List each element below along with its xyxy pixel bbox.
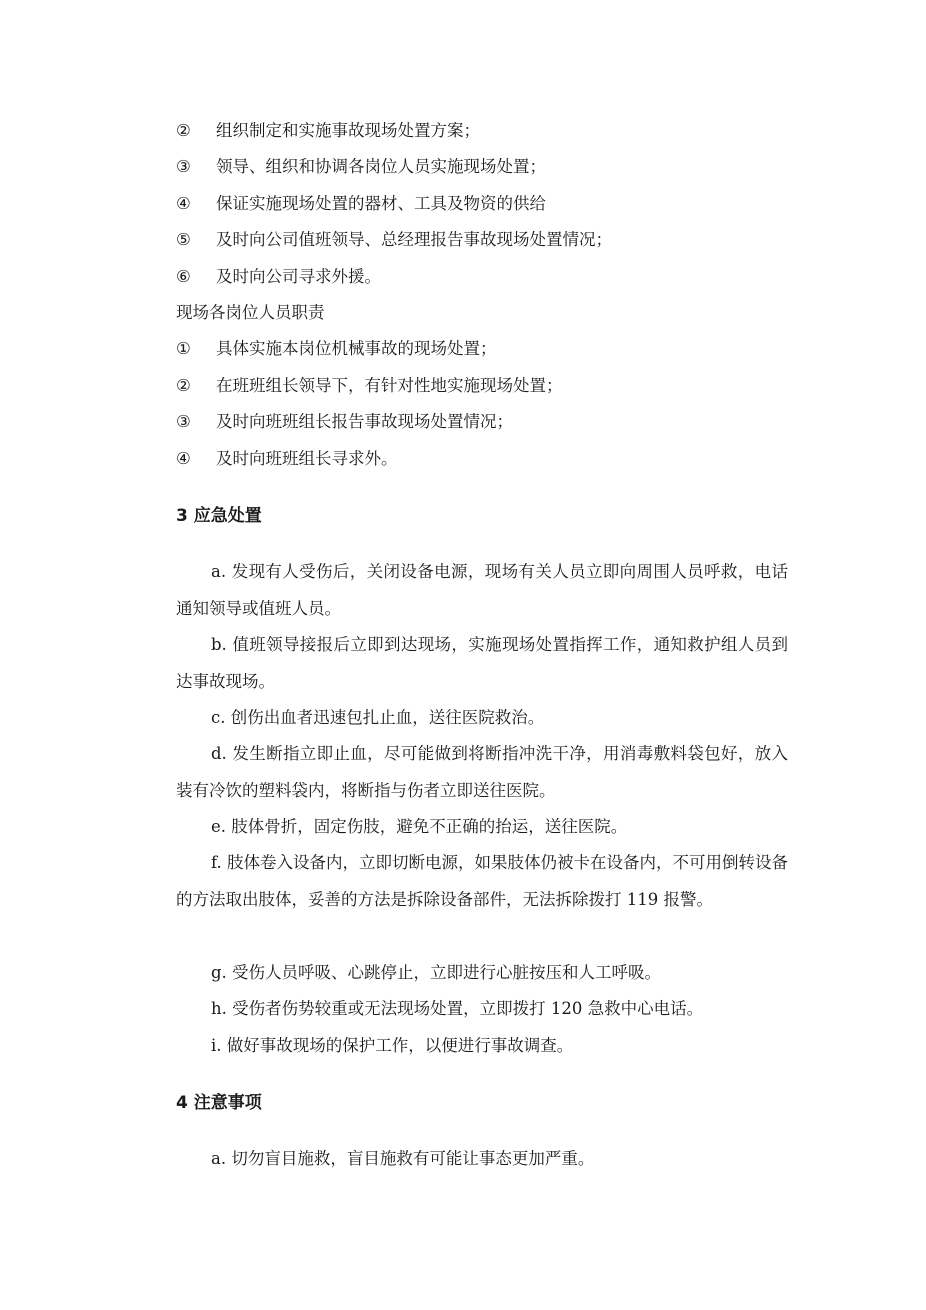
list-item bbox=[176, 412, 513, 432]
list-item bbox=[176, 121, 480, 141]
list-text: 及时向公司值班领导、总经理报告事故现场处置情况； bbox=[216, 230, 612, 249]
list-text: 及时向班班组长报告事故现场处置情况； bbox=[216, 412, 513, 431]
list-item bbox=[176, 267, 381, 287]
list-item bbox=[176, 449, 398, 469]
paragraph: b. 值班领导接报后立即到达现场，实施现场处置指挥工作，通知救护组人员到达事故现场。 bbox=[176, 635, 788, 691]
paragraph: c. 创伤出血者迅速包扎止血，送往医院救治。 bbox=[211, 708, 545, 727]
list-number: ② bbox=[176, 121, 191, 140]
list-text: 具体实施本岗位机械事故的现场处置； bbox=[216, 339, 497, 358]
paragraph: a. 发现有人受伤后，关闭设备电源，现场有关人员立即向周围人员呼救，电话通知领导或值班人员。 bbox=[176, 562, 788, 618]
paragraph: e. 肢体骨折，固定伤肢，避免不正确的抬运，送往医院。 bbox=[211, 817, 628, 836]
section-heading: 3 应急处置 bbox=[176, 506, 262, 526]
list-text: 及时向公司寻求外援。 bbox=[216, 267, 381, 286]
paragraph: i. 做好事故现场的保护工作，以便进行事故调查。 bbox=[211, 1036, 574, 1055]
subsection-title: 现场各岗位人员职责 bbox=[176, 303, 325, 322]
paragraph: f. 肢体卷入设备内，立即切断电源，如果肢体仍被卡在设备内，不可用倒转设备的方法取出肢体，妥善的方法是拆除设备部件，无法拆除拨打 119 报警。 bbox=[176, 853, 789, 909]
list-number: ⑤ bbox=[176, 230, 191, 249]
list-item bbox=[176, 376, 563, 396]
list-text: 领导、组织和协调各岗位人员实施现场处置； bbox=[216, 157, 546, 176]
list-number: ① bbox=[176, 339, 191, 358]
list-item bbox=[176, 194, 546, 214]
list-text: 及时向班班组长寻求外。 bbox=[216, 449, 398, 468]
list-number: ③ bbox=[176, 412, 191, 431]
list-text: 保证实施现场处置的器材、工具及物资的供给 bbox=[216, 194, 546, 213]
paragraph: g. 受伤人员呼吸、心跳停止，立即进行心脏按压和人工呼吸。 bbox=[211, 963, 662, 982]
paragraph: h. 受伤者伤势较重或无法现场处置，立即拨打 120 急救中心电话。 bbox=[211, 999, 704, 1018]
list-item bbox=[176, 230, 612, 250]
list-item bbox=[176, 157, 546, 177]
paragraph: d. 发生断指立即止血，尽可能做到将断指冲洗干净，用消毒敷料袋包好，放入装有冷饮的塑料袋内，将断指与伤者立即送往医院。 bbox=[176, 744, 788, 800]
list-text: 组织制定和实施事故现场处置方案； bbox=[216, 121, 480, 140]
list-number: ⑥ bbox=[176, 267, 191, 286]
list-number: ③ bbox=[176, 157, 191, 176]
list-item bbox=[176, 339, 497, 359]
list-text: 在班班组长领导下，有针对性地实施现场处置； bbox=[216, 376, 563, 395]
list-number: ② bbox=[176, 376, 191, 395]
section-heading: 4 注意事项 bbox=[176, 1093, 262, 1113]
list-number: ④ bbox=[176, 194, 191, 213]
list-number: ④ bbox=[176, 449, 191, 468]
paragraph: a. 切勿盲目施救，盲目施救有可能让事态更加严重。 bbox=[211, 1149, 595, 1168]
